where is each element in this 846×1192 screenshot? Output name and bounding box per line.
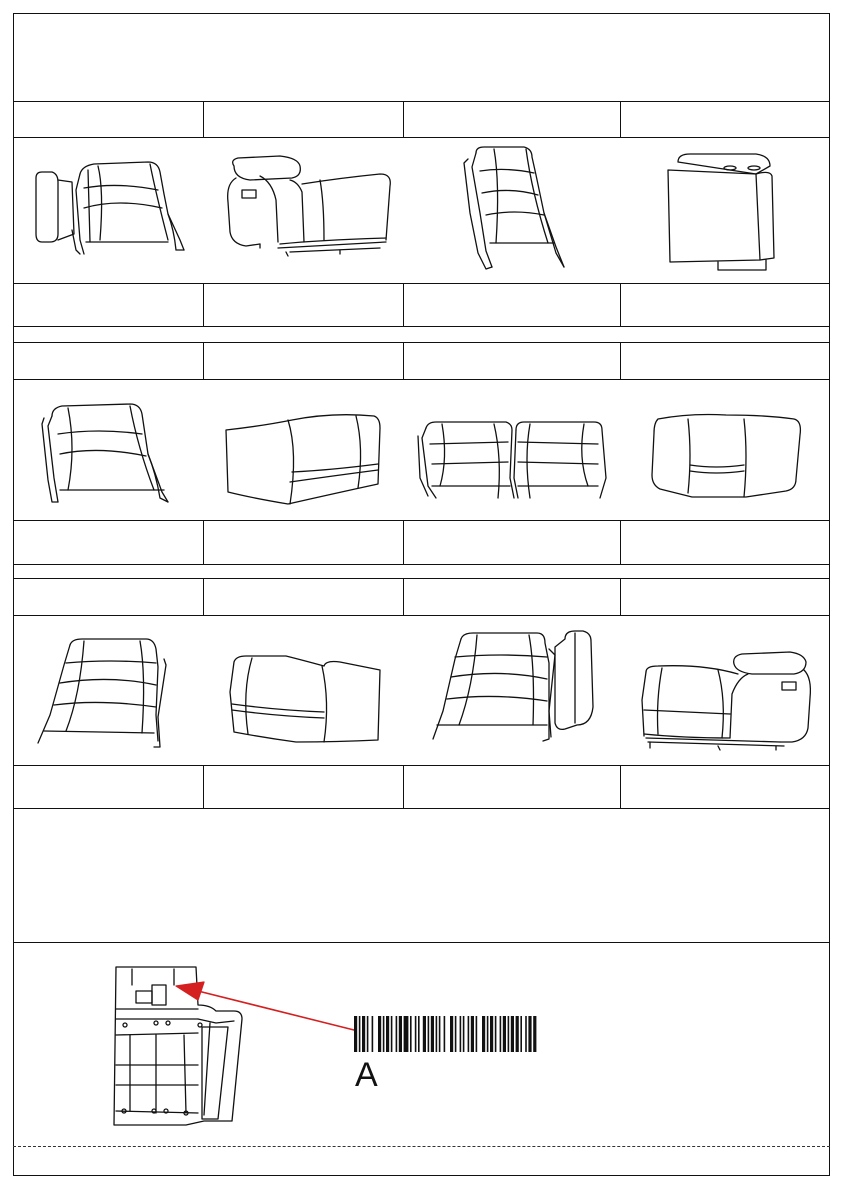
- divider: [403, 765, 404, 808]
- divider: [13, 137, 830, 138]
- barcode-bar: [372, 1016, 374, 1052]
- barcode-bar: [487, 1016, 489, 1052]
- barcode-bar: [359, 1016, 361, 1052]
- divider: [620, 765, 621, 808]
- barcode-bar: [508, 1016, 510, 1052]
- barcode-bar: [354, 1016, 357, 1052]
- barcode-bar: [399, 1016, 402, 1052]
- barcode-bar: [516, 1016, 519, 1052]
- barcode-bar: [378, 1016, 381, 1052]
- notes-text: [20, 815, 820, 935]
- barcode-letter: A: [355, 1056, 378, 1094]
- barcode-bar: [450, 1016, 453, 1052]
- barcode-bar: [463, 1016, 465, 1052]
- double-back-cushion-icon: [414, 418, 610, 500]
- barcode-bar: [444, 1016, 446, 1052]
- divider: [13, 283, 830, 284]
- sofa-back-with-side-panel-icon: [28, 150, 198, 260]
- barcode-bar: [468, 1016, 470, 1052]
- divider: [403, 578, 404, 615]
- barcode-bar: [423, 1016, 426, 1052]
- barcode-bar: [367, 1016, 369, 1052]
- divider: [620, 342, 621, 379]
- header-text: [20, 20, 820, 90]
- divider: [13, 520, 830, 521]
- barcode-bar: [533, 1016, 536, 1052]
- barcode-bar: [428, 1016, 430, 1052]
- recliner-back-cushion-icon: [440, 143, 590, 273]
- power-recliner-arm-unit-right-icon: [634, 650, 814, 750]
- divider: [13, 326, 830, 327]
- divider: [13, 578, 830, 579]
- barcode-bar: [396, 1016, 398, 1052]
- barcode-bar: [520, 1016, 522, 1052]
- divider: [620, 578, 621, 615]
- divider: [13, 101, 830, 102]
- barcode-bar: [490, 1016, 493, 1052]
- seat-base-unit-icon: [222, 408, 387, 508]
- barcode-bar: [460, 1016, 462, 1052]
- armless-back-cushion-icon: [38, 398, 178, 508]
- barcode-bar: [482, 1016, 485, 1052]
- divider: [13, 379, 830, 380]
- label-pointer-arrow: [170, 978, 360, 1038]
- barcode-bar: [410, 1016, 412, 1052]
- barcode-bar: [404, 1016, 409, 1052]
- divider: [403, 342, 404, 379]
- barcode-bar: [383, 1016, 385, 1052]
- armless-seat-unit-icon: [226, 652, 386, 748]
- barcode-bar: [362, 1016, 365, 1052]
- barcode-bar: [528, 1016, 531, 1052]
- barcode-bar: [455, 1016, 457, 1052]
- divider: [203, 342, 204, 379]
- divider: [13, 564, 830, 565]
- barcode: [354, 1016, 594, 1052]
- power-recliner-arm-unit-left-icon: [220, 152, 400, 262]
- back-cushion-angled-icon: [30, 635, 175, 750]
- barcode-bar: [386, 1016, 389, 1052]
- divider: [203, 578, 204, 615]
- divider: [203, 765, 204, 808]
- divider: [13, 615, 830, 616]
- divider: [203, 101, 204, 137]
- divider: [13, 342, 830, 343]
- barcode-bar: [436, 1016, 438, 1052]
- divider: [203, 283, 204, 326]
- divider: [403, 283, 404, 326]
- cut-line: [13, 1146, 830, 1147]
- barcode-bar: [500, 1016, 502, 1052]
- divider: [620, 101, 621, 137]
- back-cushion-with-side-panel-icon: [425, 627, 605, 745]
- divider: [620, 283, 621, 326]
- divider: [403, 520, 404, 564]
- barcode-bar: [471, 1016, 474, 1052]
- barcode-bar: [431, 1016, 434, 1052]
- barcode-bar: [495, 1016, 497, 1052]
- divider: [13, 942, 830, 943]
- console-storage-box-icon: [660, 152, 780, 277]
- barcode-bar: [439, 1016, 441, 1052]
- divider: [403, 101, 404, 137]
- divider: [13, 765, 830, 766]
- barcode-bar: [391, 1016, 393, 1052]
- barcode-bar: [415, 1016, 417, 1052]
- barcode-bar: [511, 1016, 514, 1052]
- wedge-corner-seat-icon: [646, 405, 806, 503]
- barcode-bar: [418, 1016, 420, 1052]
- barcode-bar: [476, 1016, 478, 1052]
- divider: [13, 808, 830, 809]
- divider: [203, 520, 204, 564]
- divider: [620, 520, 621, 564]
- barcode-bar: [503, 1016, 506, 1052]
- barcode-bar: [525, 1016, 527, 1052]
